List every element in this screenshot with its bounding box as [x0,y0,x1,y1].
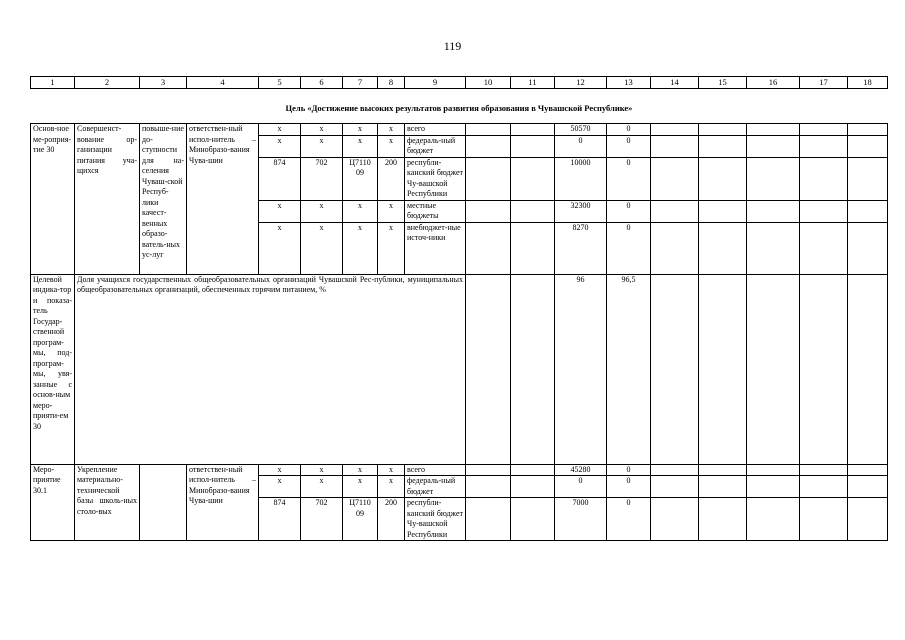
vr-cell: x [378,464,405,476]
empty-cell [747,464,800,476]
empty-cell [651,464,699,476]
indicator-row [31,274,888,464]
empty-cell [699,157,747,200]
empty-cell [747,200,800,222]
empty-cell [511,498,555,541]
page-number: 119 [443,39,462,53]
empty-cell [511,222,555,274]
budget-table [30,76,888,541]
column-header: 15 [699,77,747,89]
column-header: 13 [607,77,651,89]
vr-cell: x [378,124,405,136]
empty-cell [848,464,888,476]
column-header: 8 [378,77,405,89]
event-result: повыше-ние до-ступности для на-селения Чуваш-ской Респуб-лики качест-венных образо-ватель-ных ус-луг [140,124,187,275]
value-cell: 0 [607,464,651,476]
vr-cell: x [378,200,405,222]
csr-cell: x [343,476,378,498]
column-header: 17 [800,77,848,89]
empty-cell [800,222,848,274]
vr-cell: 200 [378,157,405,200]
empty-cell [466,157,511,200]
vr-cell: x [378,476,405,498]
empty-cell [747,135,800,157]
value-cell: 0 [607,135,651,157]
source-cell: всего [405,464,466,476]
goal-title: Цель «Достижение высоких результатов развития образования в Чувашской Республике» [31,89,888,124]
empty-cell [848,222,888,274]
value-cell: 0 [607,222,651,274]
empty-cell [848,200,888,222]
grbs-cell: x [259,200,301,222]
empty-cell [848,124,888,136]
indicator-value: 96 [555,274,607,464]
empty-cell [699,135,747,157]
empty-cell [651,124,699,136]
goal-row [31,89,888,124]
grbs-cell: 874 [259,157,301,200]
table-row [31,124,888,136]
source-cell: внебюджет-ные источ-ники [405,222,466,274]
empty-cell [699,464,747,476]
vr-cell: 200 [378,498,405,541]
rzpr-cell: x [301,200,343,222]
empty-cell [466,476,511,498]
event-title: Совершенст-вование ор-ганизации питания уча-щихся [75,124,140,275]
empty-cell [699,476,747,498]
indicator-value: 96,5 [607,274,651,464]
grbs-cell: x [259,222,301,274]
csr-cell: x [343,135,378,157]
event-name: Основ-ное ме-роприя-тие 30 [31,124,75,275]
grbs-cell: x [259,464,301,476]
grbs-cell: x [259,124,301,136]
empty-cell [466,222,511,274]
csr-cell: x [343,222,378,274]
empty-cell [747,498,800,541]
empty-cell [511,124,555,136]
column-header: 16 [747,77,800,89]
table-row [31,464,888,476]
value-cell: 45280 [555,464,607,476]
empty-cell [651,222,699,274]
empty-cell [511,464,555,476]
column-header: 4 [187,77,259,89]
column-header: 11 [511,77,555,89]
empty-cell [747,124,800,136]
event-executor: ответствен-ный испол-нитель – Минобразо-вания Чува-шии [187,124,259,275]
csr-cell: x [343,124,378,136]
empty-cell [511,135,555,157]
value-cell: 0 [607,157,651,200]
source-cell: республи-канский бюджет Чу-вашской Республики [405,498,466,541]
column-header: 2 [75,77,140,89]
empty-cell [699,274,747,464]
rzpr-cell: x [301,135,343,157]
rzpr-cell: x [301,124,343,136]
empty-cell [511,274,555,464]
value-cell: 8270 [555,222,607,274]
empty-cell [651,476,699,498]
value-cell: 0 [607,476,651,498]
empty-cell [651,498,699,541]
column-header: 14 [651,77,699,89]
empty-cell [747,476,800,498]
column-header: 1 [31,77,75,89]
value-cell: 0 [555,135,607,157]
empty-cell [747,157,800,200]
empty-cell [699,498,747,541]
empty-cell [848,476,888,498]
value-cell: 32300 [555,200,607,222]
column-header: 10 [466,77,511,89]
empty-cell [699,200,747,222]
csr-cell: Ц7110 09 [343,157,378,200]
empty-cell [466,464,511,476]
empty-cell [511,200,555,222]
empty-cell [651,274,699,464]
rzpr-cell: x [301,476,343,498]
empty-cell [466,274,511,464]
source-cell: федераль-ный бюджет [405,135,466,157]
column-header: 12 [555,77,607,89]
event-title: Укрепление материально-технической базы школь-ных столо-вых [75,464,140,541]
empty-cell [651,157,699,200]
column-header: 9 [405,77,466,89]
rzpr-cell: 702 [301,157,343,200]
empty-cell [747,274,800,464]
grbs-cell: x [259,135,301,157]
empty-cell [651,135,699,157]
source-cell: республи-канский бюджет Чу-вашской Республики [405,157,466,200]
empty-cell [466,498,511,541]
empty-cell [699,124,747,136]
csr-cell: x [343,464,378,476]
indicator-label: Целевой индика-тор и показа-тель Государ-ственной програм-мы, под-програм-мы, увя-занные с основ-ным меро-прияти-ем 30 [31,274,75,464]
empty-cell [848,135,888,157]
empty-cell [800,274,848,464]
grbs-cell: x [259,476,301,498]
empty-cell [848,498,888,541]
empty-cell [511,476,555,498]
source-cell: местные бюджеты [405,200,466,222]
value-cell: 50570 [555,124,607,136]
value-cell: 0 [555,476,607,498]
empty-cell [466,135,511,157]
empty-cell [800,498,848,541]
empty-cell [466,124,511,136]
column-header: 18 [848,77,888,89]
empty-cell [747,222,800,274]
csr-cell: Ц7110 09 [343,498,378,541]
empty-cell [800,157,848,200]
source-cell: всего [405,124,466,136]
vr-cell: x [378,135,405,157]
event-name: Меро-приятие 30.1 [31,464,75,541]
grbs-cell: 874 [259,498,301,541]
vr-cell: x [378,222,405,274]
column-number-row [31,77,888,89]
value-cell: 7000 [555,498,607,541]
empty-cell [848,157,888,200]
empty-cell [800,135,848,157]
column-header: 3 [140,77,187,89]
empty-cell [800,476,848,498]
empty-cell [651,200,699,222]
column-header: 7 [343,77,378,89]
csr-cell: x [343,200,378,222]
column-header: 6 [301,77,343,89]
value-cell: 10000 [555,157,607,200]
empty-cell [699,222,747,274]
value-cell: 0 [607,498,651,541]
rzpr-cell: x [301,222,343,274]
empty-cell [800,124,848,136]
event-executor: ответствен-ный испол-нитель – Минобразо-вания Чува-шии [187,464,259,541]
empty-cell [800,464,848,476]
event-result [140,464,187,541]
rzpr-cell: x [301,464,343,476]
indicator-text: Доля учащихся государственных общеобразовательных организаций Чувашской Рес-публики, муниципальных общеобразовательных организаций, обеспеченных горячим питанием, % [75,274,466,464]
empty-cell [511,157,555,200]
column-header: 5 [259,77,301,89]
value-cell: 0 [607,200,651,222]
empty-cell [848,274,888,464]
source-cell: федераль-ный бюджет [405,476,466,498]
rzpr-cell: 702 [301,498,343,541]
value-cell: 0 [607,124,651,136]
empty-cell [466,200,511,222]
empty-cell [800,200,848,222]
